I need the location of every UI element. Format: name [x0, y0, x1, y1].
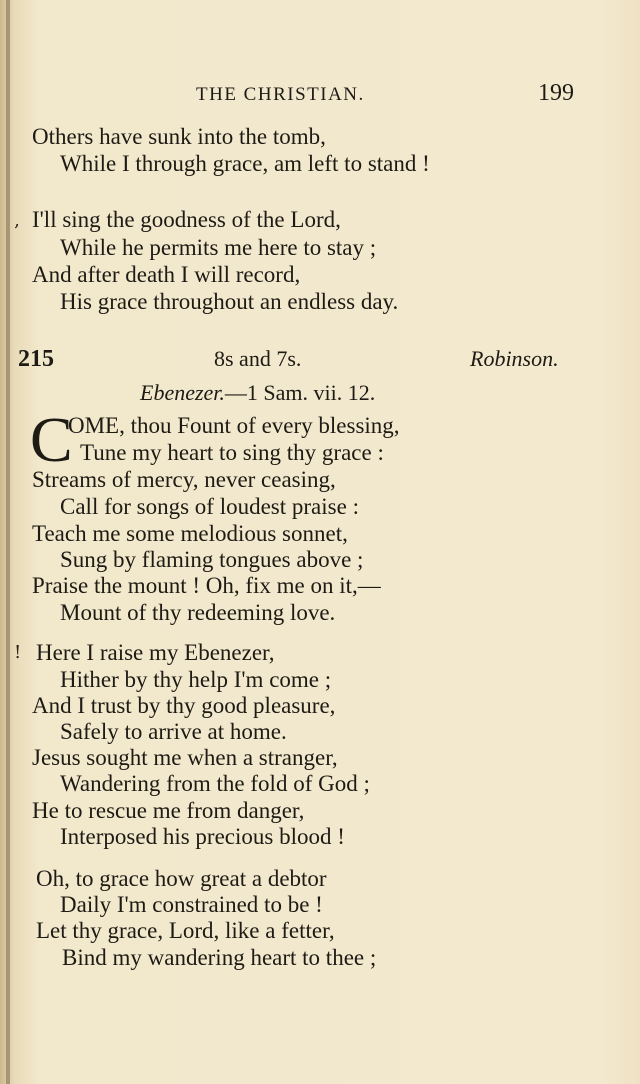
verse-line: Call for songs of loudest praise :	[60, 494, 359, 519]
page-binding-edge	[6, 0, 10, 1084]
verse-line: Praise the mount ! Oh, fix me on it,—	[32, 573, 381, 598]
verse-line: OME, thou Fount of every blessing,	[68, 413, 400, 438]
verse-line: Streams of mercy, never ceasing,	[32, 467, 336, 492]
verse-line: Wandering from the fold of God ;	[60, 771, 370, 796]
verse-line: Hither by thy help I'm come ;	[60, 667, 332, 692]
page-number: 199	[538, 80, 574, 106]
verse-line: And I trust by thy good pleasure,	[32, 693, 336, 718]
verse-line: Teach me some melodious sonnet,	[32, 521, 348, 546]
verse-line: Bind my wandering heart to thee ;	[62, 945, 377, 970]
verse-line: His grace throughout an endless day.	[60, 289, 399, 314]
hymn-author: Robinson.	[470, 346, 559, 371]
stanza-number-mark: ‚	[14, 210, 20, 231]
verse-line: Here I raise my Ebenezer,	[36, 640, 275, 665]
verse-line: Interposed his precious blood !	[60, 824, 345, 849]
verse-line: While he permits me here to stay ;	[60, 235, 377, 260]
verse-line: I'll sing the goodness of the Lord,	[32, 207, 341, 232]
page-header	[0, 80, 640, 110]
scripture-reference: —1 Sam. vii. 12.	[224, 380, 376, 405]
verse-line: And after death I will record,	[32, 262, 301, 287]
verse-line: Safely to arrive at home.	[60, 719, 287, 744]
verse-line: Tune my heart to sing thy grace :	[80, 440, 384, 465]
drop-cap: C	[30, 404, 73, 475]
tune-reference	[140, 380, 375, 406]
verse-line: Oh, to grace how great a debtor	[36, 866, 327, 891]
verse-line: Sung by flaming tongues above ;	[60, 547, 364, 572]
hymn-meter: 8s and 7s.	[214, 346, 302, 371]
hymn-number: 215	[18, 346, 54, 372]
verse-line: While I through grace, am left to stand !	[60, 151, 430, 176]
verse-line: Let thy grace, Lord, like a fetter,	[36, 918, 335, 943]
stanza-number-mark: !	[14, 642, 22, 663]
verse-line: Others have sunk into the tomb,	[32, 124, 326, 149]
verse-line: Daily I'm constrained to be !	[60, 892, 323, 917]
tune-name: Ebenezer.	[140, 380, 225, 405]
verse-line: Jesus sought me when a stranger,	[32, 745, 338, 770]
verse-line: Mount of thy redeeming love.	[60, 600, 336, 625]
running-title: THE CHRISTIAN.	[196, 84, 365, 105]
verse-line: He to rescue me from danger,	[32, 798, 305, 823]
